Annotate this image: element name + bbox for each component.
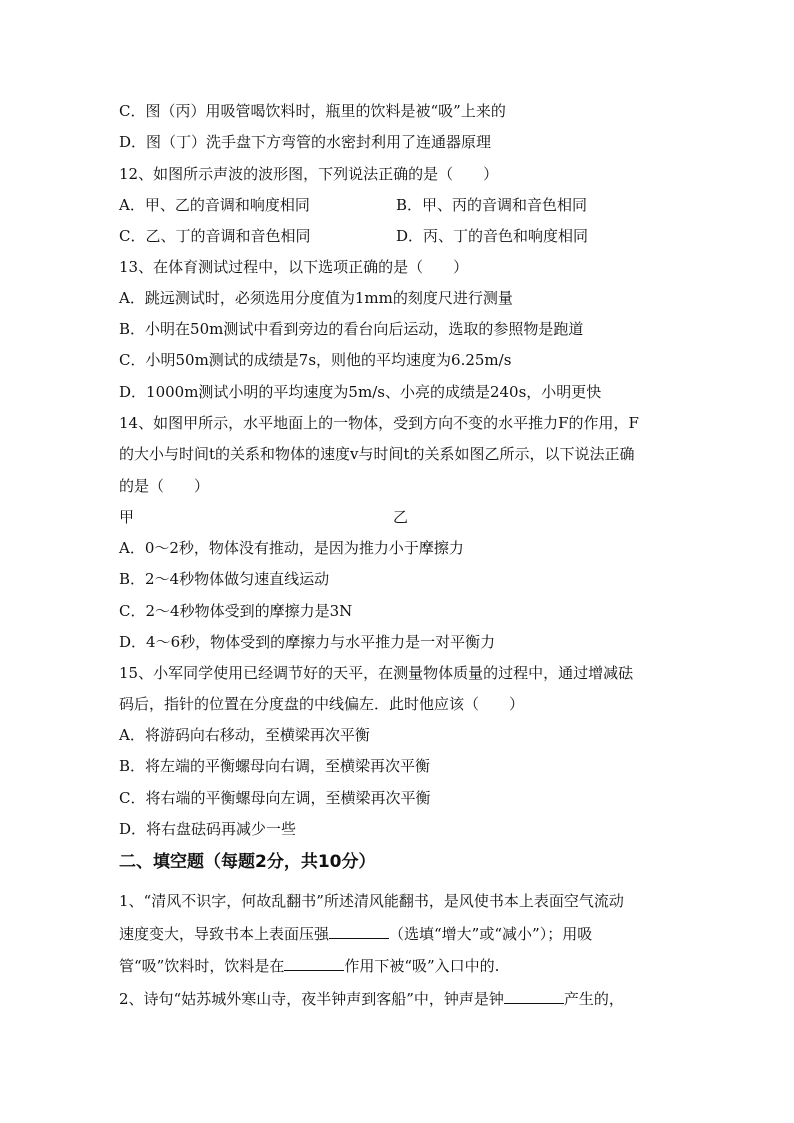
fill1-line3-text-b: 作用下被“吸”入口中的. — [344, 957, 500, 975]
fill1-line3-text-a: 管“吸”饮料时，饮料是在 — [119, 957, 285, 975]
q11-option-d: D．图（丁）洗手盘下方弯管的水密封利用了连通器原理 — [119, 133, 492, 151]
q14-option-b: B．2～4秒物体做匀速直线运动 — [119, 570, 330, 588]
q13-option-c: C．小明50m测试的成绩是7s，则他的平均速度为6.25m/s — [119, 351, 512, 369]
answer-blank-2[interactable] — [284, 956, 344, 971]
fill2-line1 — [119, 989, 624, 1009]
q15-option-a: A．将游码向右移动，至横梁再次平衡 — [119, 726, 370, 744]
q13-stem: 13、在体育测试过程中，以下选项正确的是（ ） — [119, 258, 469, 276]
answer-blank-1[interactable] — [329, 924, 389, 939]
q11-option-c: C．图（丙）用吸管喝饮料时，瓶里的饮料是被“吸”上来的 — [119, 102, 506, 120]
q14-option-d: D．4～6秒，物体受到的摩擦力与水平推力是一对平衡力 — [119, 633, 496, 651]
q12-option-a: A．甲、乙的音调和响度相同 — [119, 196, 310, 214]
q12-option-b: B．甲、丙的音调和音色相同 — [396, 196, 588, 214]
q15-stem-line2: 码后，指针的位置在分度盘的中线偏左．此时他应该（ ） — [119, 695, 525, 713]
q15-option-c: C．将右端的平衡螺母向左调，至横梁再次平衡 — [119, 789, 431, 807]
q13-option-b: B．小明在50m测试中看到旁边的看台向后运动，选取的参照物是跑道 — [119, 320, 584, 338]
fill1-line2 — [119, 924, 592, 944]
fill2-line1-text-b: 产生的， — [563, 990, 624, 1008]
fill1-line3 — [119, 956, 499, 976]
q14-stem-line3: 的是（ ） — [119, 477, 210, 495]
q13-option-d: D．1000m测试小明的平均速度为5m/s、小亮的成绩是240s，小明更快 — [119, 383, 602, 401]
q14-option-c: C．2～4秒物体受到的摩擦力是3N — [119, 602, 353, 620]
fill1-line2-text-b: （选填“增大”或“减小”）；用吸 — [389, 925, 593, 943]
fill2-line1-text-a: 2、诗句“姑苏城外寒山寺，夜半钟声到客船”中，钟声是钟 — [119, 990, 504, 1008]
q12-option-c: C．乙、丁的音调和音色相同 — [119, 227, 311, 245]
fill1-line1: 1、“清风不识字，何故乱翻书”所述清风能翻书，是风使书本上表面空气流动 — [119, 892, 624, 910]
figure-label-yi: 乙 — [393, 508, 409, 526]
q12-option-d: D．丙、丁的音色和响度相同 — [396, 227, 589, 245]
q14-stem-line1: 14、如图甲所示，水平地面上的一物体，受到方向不变的水平推力F的作用，F — [119, 414, 639, 432]
q13-option-a: A．跳远测试时，必须选用分度值为1mm的刻度尺进行测量 — [119, 289, 513, 307]
figure-label-jia: 甲 — [119, 508, 135, 526]
section-heading-fill-in: 二、填空题（每题2分，共10分） — [119, 852, 376, 872]
fill1-line2-text-a: 速度变大，导致书本上表面压强 — [119, 925, 330, 943]
q14-stem-line2: 的大小与时间t的关系和物体的速度v与时间t的关系如图乙所示，以下说法正确 — [119, 445, 635, 463]
q12-stem: 12、如图所示声波的波形图，下列说法正确的是（ ） — [119, 165, 499, 183]
q15-option-d: D．将右盘砝码再减少一些 — [119, 820, 297, 838]
q15-stem-line1: 15、小军同学使用已经调节好的天平，在测量物体质量的过程中，通过增减砝 — [119, 664, 634, 682]
answer-blank-3[interactable] — [504, 989, 564, 1004]
q14-option-a: A．0～2秒，物体没有推动，是因为推力小于摩擦力 — [119, 539, 464, 557]
q15-option-b: B．将左端的平衡螺母向右调，至横梁再次平衡 — [119, 757, 431, 775]
